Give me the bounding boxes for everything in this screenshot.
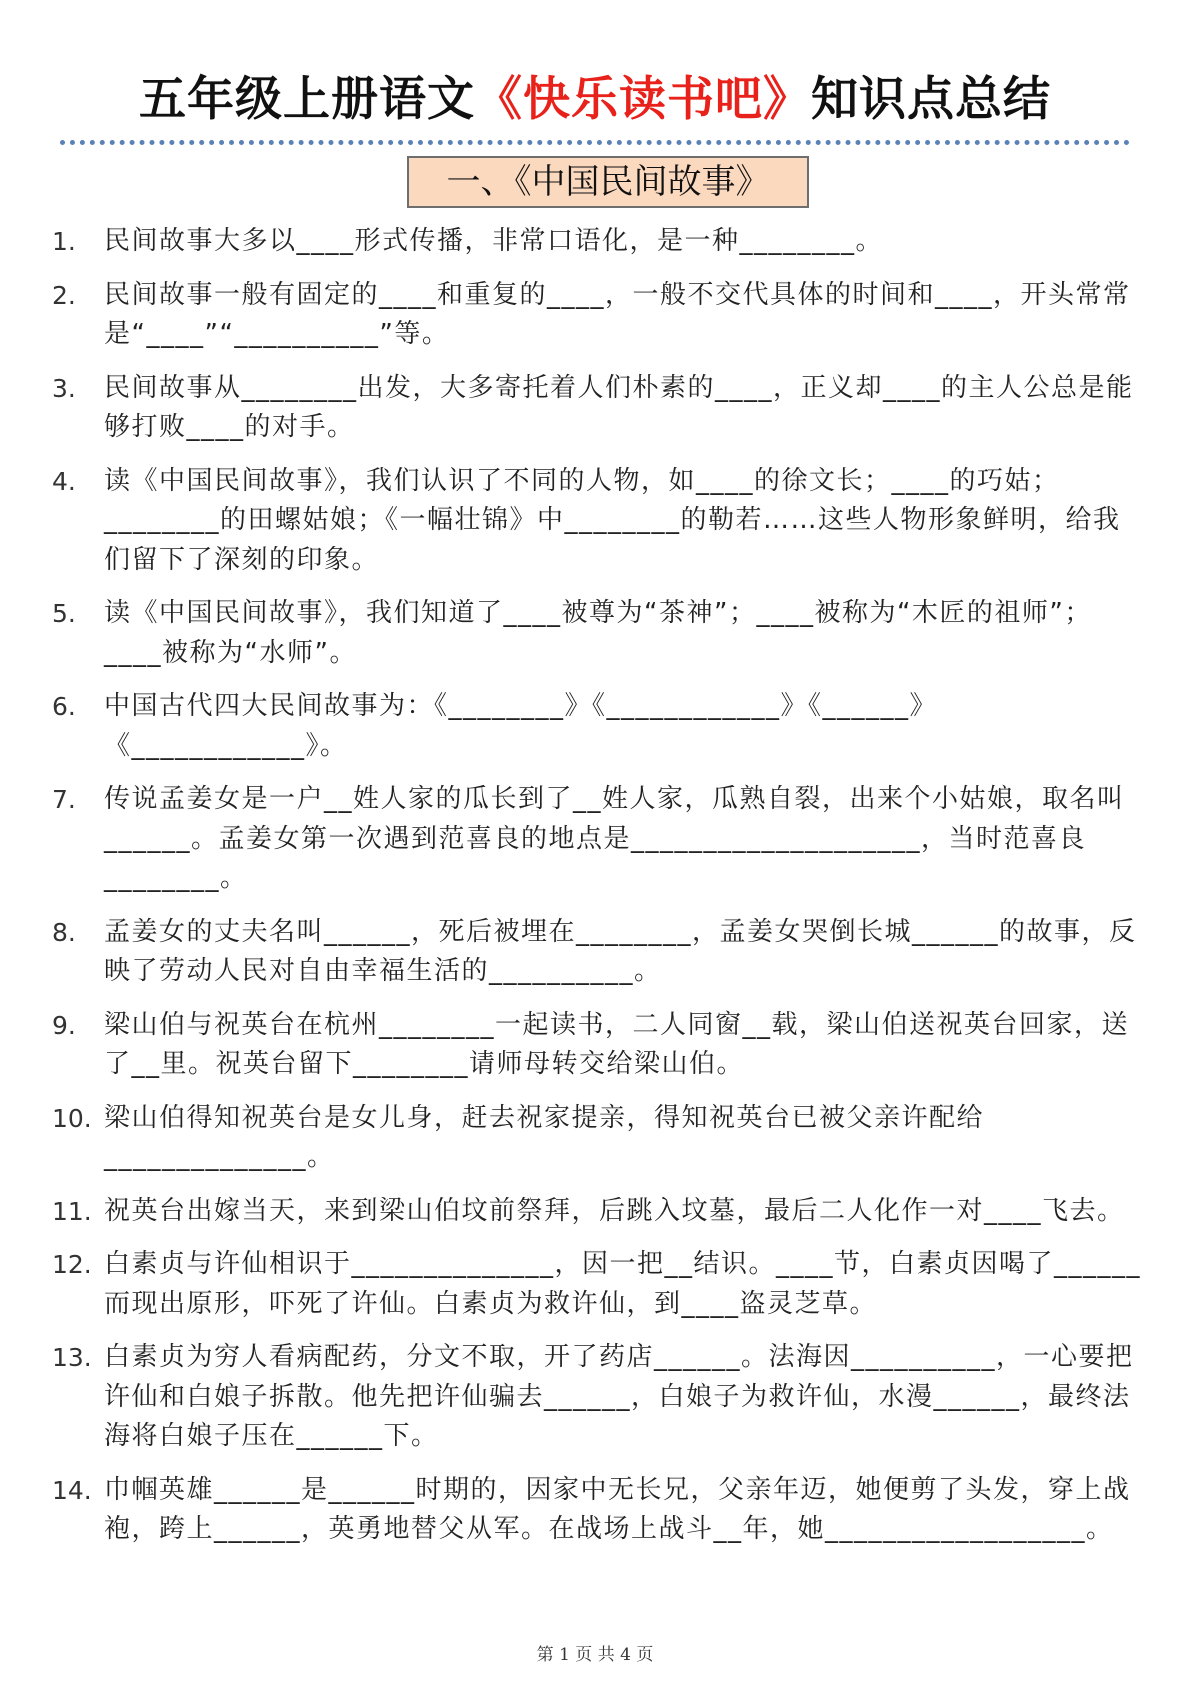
- question-item: [52, 276, 1142, 355]
- question-number: 12.: [52, 1250, 92, 1279]
- question-number: 7.: [52, 785, 76, 814]
- question-number: 2.: [52, 280, 76, 310]
- question-number: 4.: [52, 466, 76, 496]
- question-item: [52, 222, 1142, 262]
- question-text: 梁山伯得知祝英台是女儿身，赶去祝家提亲，得知祝英台已被父亲许配给______________。: [104, 1102, 985, 1172]
- title-highlight: 《快乐读书吧》: [475, 72, 811, 127]
- title-suffix: 知识点总结: [811, 72, 1051, 127]
- question-item: [52, 913, 1142, 992]
- question-item: [52, 369, 1142, 448]
- question-number: 9.: [52, 1010, 76, 1040]
- question-item: [52, 1192, 1142, 1232]
- question-number: 1.: [52, 227, 76, 256]
- question-text: 巾帼英雄______是______时期的，因家中无长兄，父亲年迈，她便剪了头发，穿上战袍，跨上______，英勇地替父从军。在战场上战斗__年，她__________________。: [104, 1474, 1131, 1544]
- question-text: 白素贞与许仙相识于______________，因一把__结识。____节，白素贞因喝了______而现出原形，吓死了许仙。白素贞为救许仙，到____盗灵芝草。: [104, 1249, 1142, 1319]
- question-number: 6.: [52, 692, 76, 721]
- question-text: 祝英台出嫁当天，来到梁山伯坟前祭拜，后跳入坟墓，最后二人化作一对____飞去。: [104, 1195, 1125, 1226]
- question-item: [52, 1099, 1142, 1178]
- question-item: [52, 1471, 1142, 1550]
- question-number: 11.: [52, 1196, 92, 1226]
- question-item: [52, 780, 1142, 899]
- question-item: [52, 1006, 1142, 1085]
- question-number: 14.: [52, 1475, 92, 1505]
- question-number: 5.: [52, 599, 76, 628]
- question-text: 读《中国民间故事》，我们认识了不同的人物，如____的徐文长；____的巧姑；________的田螺姑娘；《一幅壮锦》中________的勒若……这些人物形象鲜明，给我们留下了深刻的印象。: [104, 465, 1121, 575]
- page-title: [0, 62, 1190, 129]
- section-heading: 一、《中国民间故事》: [407, 156, 809, 208]
- question-item: [52, 594, 1142, 673]
- question-text: 孟姜女的丈夫名叫______，死后被埋在________，孟姜女哭倒长城______的故事，反映了劳动人民对自由幸福生活的__________。: [104, 916, 1137, 986]
- question-item: [52, 687, 1142, 766]
- question-number: 8.: [52, 917, 76, 947]
- page-footer: 第 1 页 共 4 页: [536, 1645, 654, 1665]
- dotted-divider: [60, 140, 1130, 145]
- question-text: 传说孟姜女是一户__姓人家的瓜长到了__姓人家，瓜熟自裂，出来个小姑娘，取名叫______。孟姜女第一次遇到范喜良的地点是____________________，当时范喜良________。: [104, 784, 1125, 893]
- question-text: 民间故事一般有固定的____和重复的____，一般不交代具体的时间和____，开头常常是“____”“__________”等。: [104, 279, 1131, 349]
- title-prefix: 五年级上册语文: [139, 72, 475, 127]
- question-number: 13.: [52, 1343, 92, 1372]
- question-item: [52, 462, 1142, 581]
- question-item: [52, 1338, 1142, 1457]
- question-text: 民间故事大多以____形式传播，非常口语化，是一种________。: [104, 226, 884, 256]
- question-list: [52, 222, 1142, 1564]
- question-text: 白素贞为穷人看病配药，分文不取，开了药店______。法海因__________，一心要把许仙和白娘子拆散。他先把许仙骗去______，白娘子为救许仙，水漫______，最终法海将白娘子压在______下。: [104, 1342, 1134, 1451]
- question-item: [52, 1245, 1142, 1324]
- question-number: 10.: [52, 1103, 92, 1133]
- question-text: 中国古代四大民间故事为：《________》《____________》《______》《____________》。: [104, 691, 938, 761]
- question-text: 民间故事从________出发，大多寄托着人们朴素的____，正义却____的主人公总是能够打败____的对手。: [104, 372, 1134, 442]
- question-number: 3.: [52, 373, 76, 403]
- question-text: 梁山伯与祝英台在杭州________一起读书，二人同窗__载，梁山伯送祝英台回家，送了__里。祝英台留下________请师母转交给梁山伯。: [104, 1009, 1130, 1079]
- question-text: 读《中国民间故事》，我们知道了____被尊为“茶神”；____被称为“木匠的祖师”；____被称为“水师”。: [104, 598, 1092, 668]
